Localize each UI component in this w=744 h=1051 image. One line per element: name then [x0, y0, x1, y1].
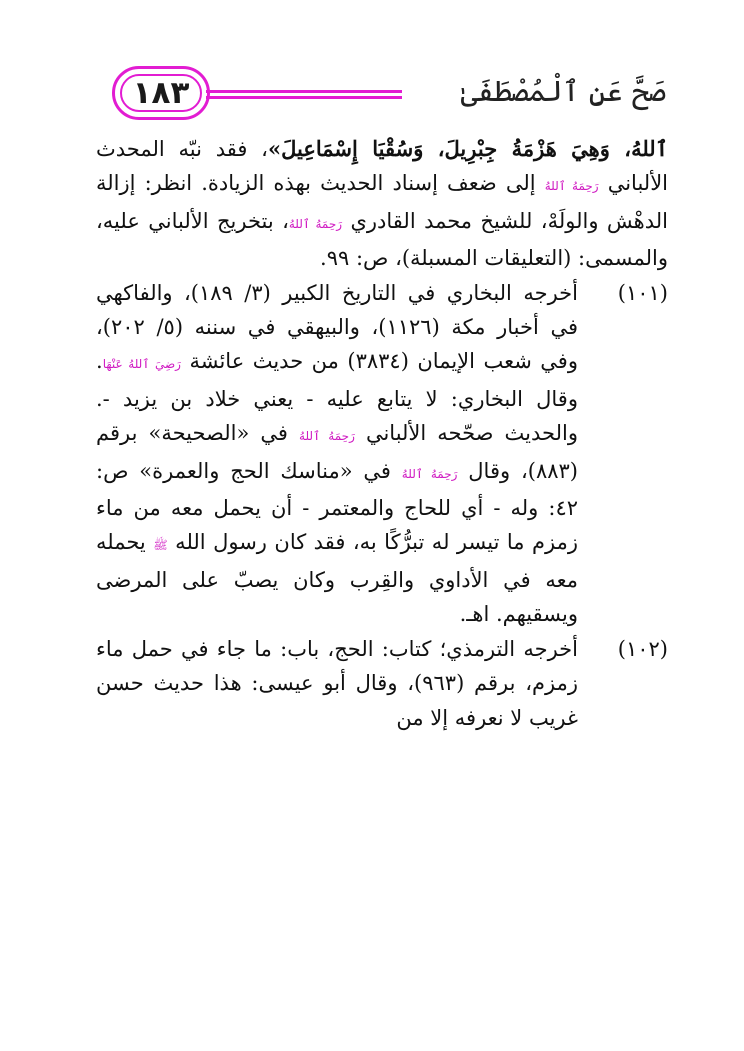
continued-footnote-text — [96, 132, 668, 276]
footnote-102 — [96, 632, 668, 735]
page-number-badge — [112, 66, 210, 120]
text-segment: ، فقد نبّه المحدث الألباني — [96, 137, 668, 196]
header-rule-top — [206, 90, 402, 93]
text-segment: في «مناسك الحج والعمرة» ص: ٤٢: وله - أي للحاج والمعتمر - أن يحمل معه من ماء زمزم ما تيسر له تبرُّكًا به، فقد كان رسول الله — [96, 458, 578, 555]
footnote-101 — [96, 276, 668, 632]
text-segment: أخرجه الترمذي؛ كتاب: الحج، باب: ما جاء في حمل ماء زمزم، برقم (٩٦٣)، وقال أبو عيسى: هذا حديث حسن غريب لا نعرفه إلا من — [96, 636, 579, 730]
text-segment: . وقال البخاري: لا يتابع عليه - يعني خلاد بن يزيد -. والحديث صحّحه الألباني — [96, 349, 578, 446]
book-title: صَحَّ عَنِ ٱلْمُصْطَفَىٰ — [460, 74, 666, 108]
text-segment: يحمله معه في الأداوي والقِرب وكان يصبّ على المرضى ويسقيهم. اهـ. — [96, 530, 578, 627]
text-segment: أخرجه البخاري في التاريخ الكبير (٣/ ١٨٩)، والفاكهي في أخبار مكة (١١٢٦)، والبيهقي في سننه (٥/ ٢٠٢)، وفي شعب الإيمان (٣٨٣٤) من حديث عائشة — [96, 280, 578, 374]
page-content — [96, 132, 668, 735]
honorific-glyph: رَحِمَهُ ٱللهُ — [299, 429, 355, 444]
hadith-quote: ٱللهُ، وَهِيَ هَزْمَةُ جِبْرِيلَ، وَسُقْيَا إِسْمَاعِيلَ» — [267, 136, 669, 161]
honorific-glyph: رَضِيَ ٱللهُ عَنْهَا — [102, 357, 181, 372]
footnote-number: (١٠١) — [617, 280, 668, 305]
salawat-glyph: ﷺ — [153, 538, 168, 553]
header-rule-bottom — [206, 96, 402, 99]
honorific-glyph: رَحِمَهُ ٱللهُ — [544, 179, 599, 194]
text-segment: ، بتخريج الألباني عليه، والمسمى: (التعليقات المسبلة)، ص: ٩٩. — [96, 208, 668, 271]
page-number: ١٨٣ — [132, 75, 190, 111]
honorific-glyph: رَحِمَهُ ٱللهُ — [288, 216, 343, 231]
text-segment: إلى ضعف إسناد الحديث بهذه الزيادة. انظر: إزالة الدهْش والولَهْ، للشيخ محمد القادري — [96, 171, 668, 233]
honorific-glyph: رَحِمَهُ ٱللهُ — [401, 466, 458, 481]
text-segment: في «الصحيحة» برقم (٨٨٣)، وقال — [96, 421, 578, 483]
footnote-number: (١٠٢) — [617, 636, 668, 661]
